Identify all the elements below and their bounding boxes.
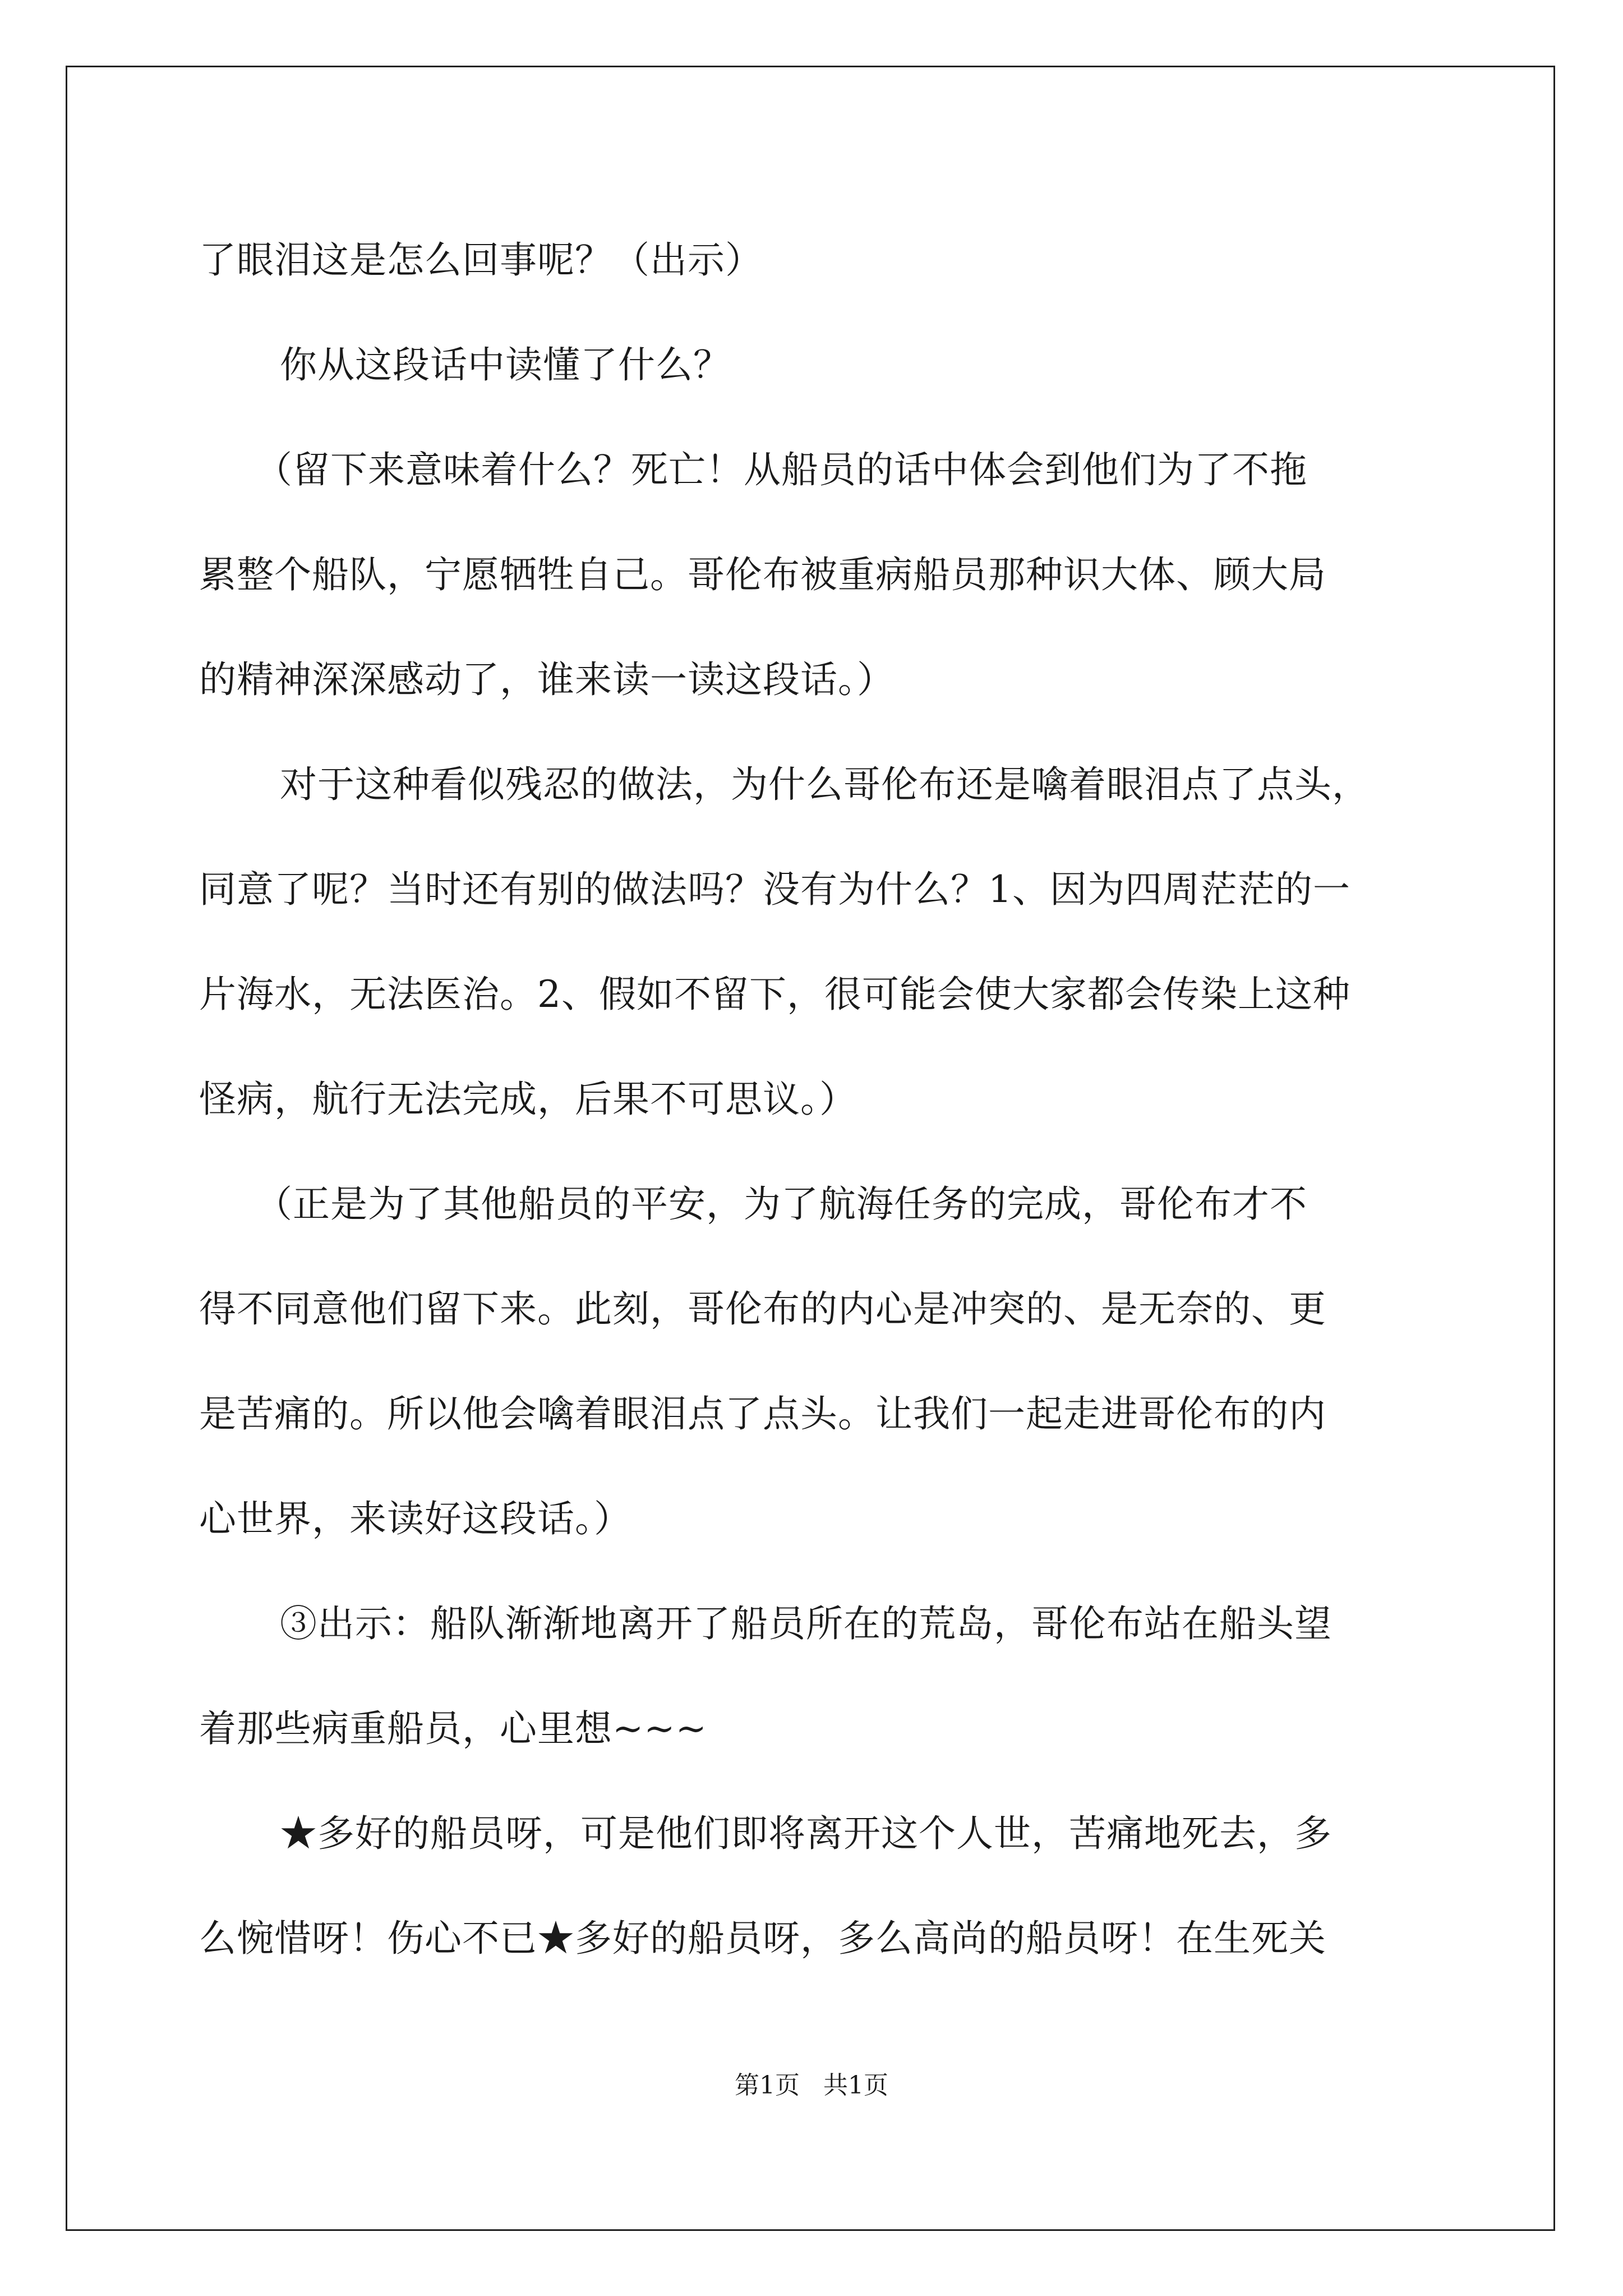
text-line: ★多好的船员呀，可是他们即将离开这个人世，苦痛地死去，多 (280, 1812, 1332, 1855)
text-line: 累整个船队，宁愿牺牲自己。哥伦布被重病船员那种识大体、顾大局 (199, 553, 1326, 596)
text-line: 心世界，来读好这段话。） (199, 1497, 631, 1540)
text-line: 了眼泪这是怎么回事呢？（出示） (199, 238, 763, 282)
text-line: 怪病，航行无法完成，后果不可思议。） (199, 1078, 857, 1121)
text-line: 的精神深深感动了，谁来读一读这段话。） (199, 658, 895, 701)
text-line: 你从这段话中读懂了什么？ (280, 343, 731, 386)
text-line: 么惋惜呀！伤心不已★多好的船员呀，多么高尚的船员呀！在生死关 (199, 1917, 1326, 1960)
page-footer: 第1页 共1页 (735, 2071, 888, 2100)
text-line: 对于这种看似残忍的做法，为什么哥伦布还是噙着眼泪点了点头， (280, 763, 1370, 806)
text-line: （留下来意味着什么？死亡！从船员的话中体会到他们为了不拖 (255, 448, 1307, 491)
text-line: 着那些病重船员，心里想~~~ (199, 1707, 707, 1750)
text-line: 片海水，无法医治。2、假如不留下，很可能会使大家都会传染上这种 (199, 973, 1350, 1016)
text-line: 同意了呢？当时还有别的做法吗？没有为什么？1、因为四周茫茫的一 (199, 868, 1350, 911)
text-line: 是苦痛的。所以他会噙着眼泪点了点头。让我们一起走进哥伦布的内 (199, 1392, 1326, 1435)
text-line: （正是为了其他船员的平安，为了航海任务的完成，哥伦布才不 (255, 1182, 1307, 1226)
text-line: ③出示：船队渐渐地离开了船员所在的荒岛，哥伦布站在船头望 (280, 1602, 1332, 1645)
document-body (199, 208, 1427, 1991)
text-line: 得不同意他们留下来。此刻，哥伦布的内心是冲突的、是无奈的、更 (199, 1287, 1326, 1331)
